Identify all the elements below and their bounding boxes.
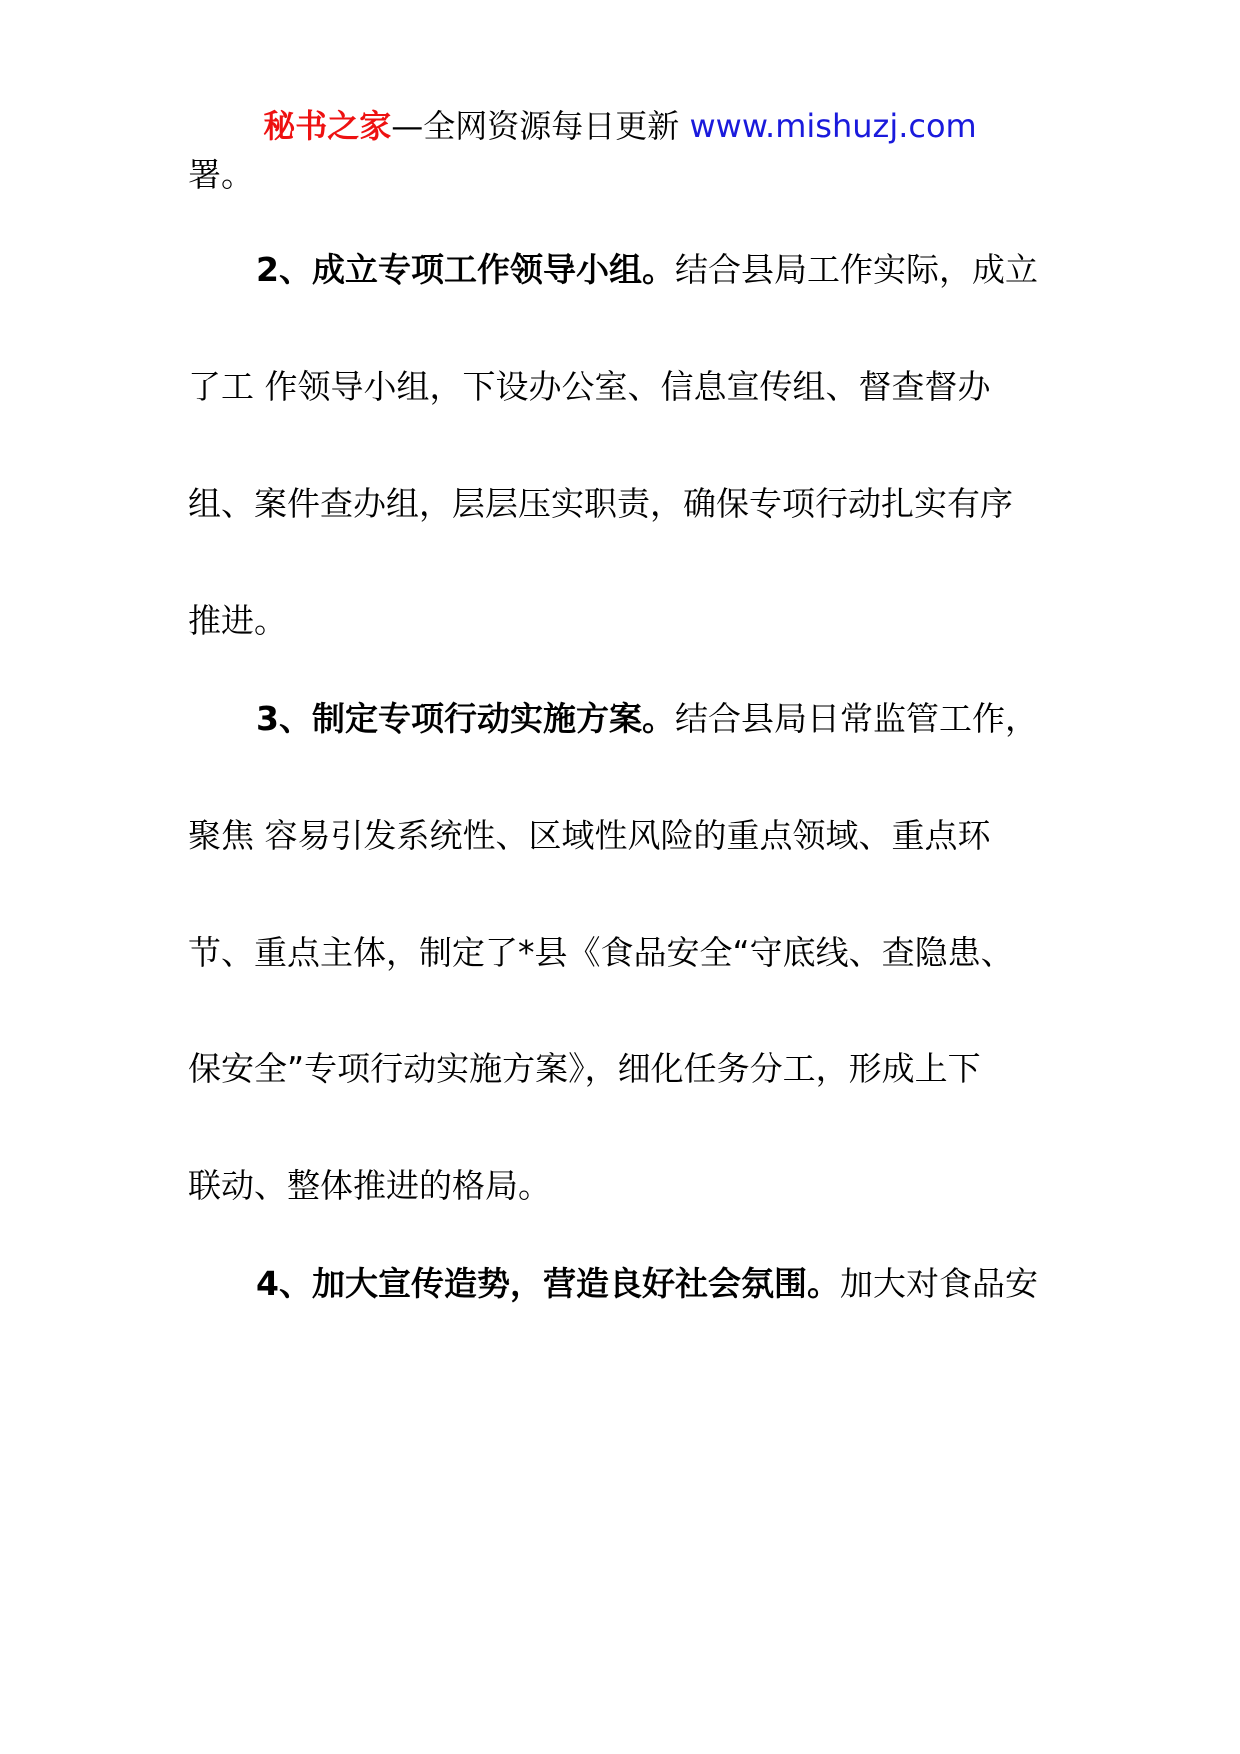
paragraph-3-lead: 结合县局日常监管工作， [674, 699, 1038, 738]
body-line-9: 保安全”专项行动实施方案》，细化任务分工，形成上下 [188, 1049, 981, 1088]
body-line-1: 署。 [188, 155, 254, 194]
paragraph-4-lead: 加大对食品安 [839, 1264, 1038, 1303]
body-line-10: 联动、整体推进的格局。 [188, 1166, 551, 1205]
header-brand: 秘书之家 [263, 107, 392, 145]
header-url: www.mishuzj.com [689, 107, 977, 145]
body-line-4: 组、案件查办组，层层压实职责，确保专项行动扎实有序 [188, 484, 1013, 523]
body-line-3: 了工 作领导小组，下设办公室、信息宣传组、督查督办 [188, 367, 991, 406]
paragraph-4-heading: 4、加大宣传造势，营造良好社会氛围。 [256, 1264, 840, 1303]
body-line-5: 推进。 [188, 601, 287, 640]
body-line-8: 节、重点主体，制定了*县《食品安全“守底线、查隐患、 [188, 933, 1014, 972]
paragraph-4-first-line [256, 1259, 1058, 1309]
body-line-7: 聚焦 容易引发系统性、区域性风险的重点领域、重点环 [188, 816, 991, 855]
paragraph-2-first-line [256, 245, 1058, 295]
paragraph-3-first-line [256, 694, 1058, 744]
watermark-header [0, 100, 1240, 152]
paragraph-2-lead: 结合县局工作实际，成立 [674, 250, 1038, 289]
paragraph-2-heading: 2、成立专项工作领导小组。 [256, 250, 675, 289]
paragraph-3-heading: 3、制定专项行动实施方案。 [256, 699, 675, 738]
header-tagline: —全网资源每日更新 [391, 107, 680, 145]
